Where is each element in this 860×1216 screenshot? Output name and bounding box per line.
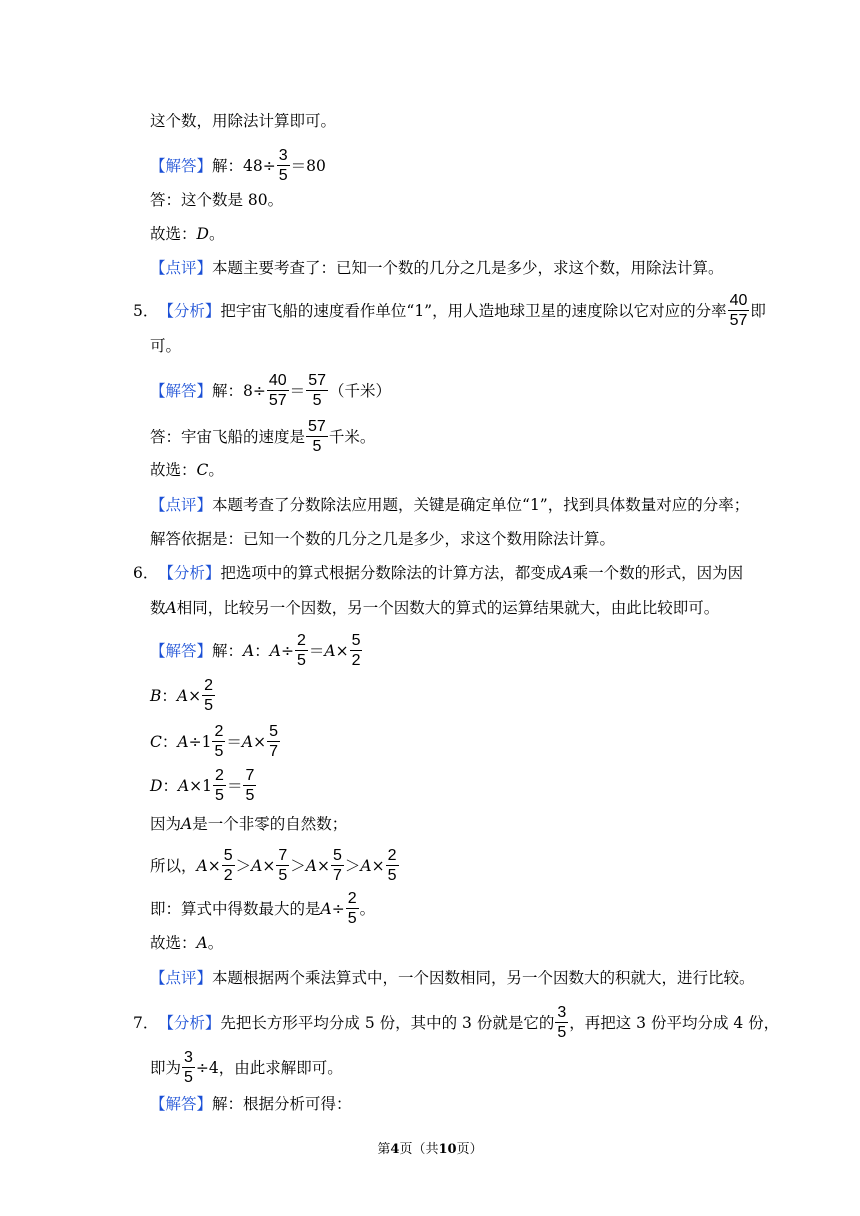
analysis-tag: 【分析】 <box>158 301 221 320</box>
q5-comment: 【点评】 本题考查了分数除法应用题，关键是确定单位“1”，找到具体数量对应的分率； <box>150 496 750 514</box>
fraction: $\frac{7}{5}$ <box>278 847 288 884</box>
q6-answer-b: B ： A × $\frac{2}{5}$ <box>150 677 214 714</box>
q4-choice: 故选： D 。 <box>150 225 225 243</box>
q4-analysis-tail: 这个数，用除法计算即可。 <box>150 112 337 130</box>
q5-choice: 故选： C 。 <box>150 461 224 479</box>
comment-tag: 【点评】 <box>150 496 213 514</box>
fraction: $\frac{2}{5}$ <box>296 632 306 669</box>
q6-comment: 【点评】 本题根据两个乘法算式中，一个因数相同，另一个因数大的积就大，进行比较。 <box>150 969 755 987</box>
answer-tag: 【解答】 <box>150 156 213 175</box>
fraction: $\frac{5}{2}$ <box>223 847 233 884</box>
fraction: $\frac{2}{5}$ <box>214 723 224 760</box>
fraction: $\frac{57}{5}$ <box>308 418 326 455</box>
q6-answer-a: 【解答】 解： A ： A ÷ $\frac{2}{5}$ ＝ A × $\frac{5}{2}$ <box>150 632 361 669</box>
fraction: $\frac{2}{5}$ <box>215 767 224 804</box>
q4-reply: 答：这个数是 80。 <box>150 191 284 209</box>
q7-analysis: 7． 【分析】 先把长方形平均分成 5 份，其中的 3 份就是它的 $\frac{3}{5}$ ，再把这 3 份平均分成 4 份， <box>133 1004 780 1041</box>
fraction: $\frac{40}{57}$ <box>268 372 287 409</box>
q6-so: 所以， A × $\frac{5}{2}$ ＞ A × $\frac{7}{5}$ ＞ A × $\frac{5}{7}$ ＞ A × $\frac{2}{5}$ <box>150 847 397 884</box>
fraction: $\frac{40}{57}$ <box>729 292 748 329</box>
fraction: $\frac{2}{5}$ <box>204 677 214 714</box>
fraction: $\frac{57}{5}$ <box>308 372 326 409</box>
fraction: $\frac{2}{5}$ <box>347 890 357 927</box>
q5-comment-2: 解答依据是：已知一个数的几分之几是多少，求这个数用除法计算。 <box>150 530 616 548</box>
question-number: 5． <box>133 301 159 320</box>
fraction: $\frac{3}{5}$ <box>278 147 288 184</box>
answer-tag: 【解答】 <box>150 381 213 400</box>
fraction: $\frac{3}{5}$ <box>557 1004 567 1041</box>
q6-since: 因为 A 是一个非零的自然数； <box>150 815 348 833</box>
comment-tag: 【点评】 <box>150 969 213 987</box>
q6-choice: 故选： A 。 <box>150 934 224 952</box>
comment-tag: 【点评】 <box>150 259 213 277</box>
page-number: 4 <box>390 1142 400 1157</box>
q6-analysis-2: 数 A 相同，比较另一个因数，另一个因数大的算式的运算结果就大，由此比较即可。 <box>150 599 720 617</box>
answer-tag: 【解答】 <box>150 641 213 660</box>
fraction: $\frac{2}{5}$ <box>387 847 397 884</box>
page-footer: 第4页（共10页） <box>377 1142 483 1157</box>
q6-analysis: 6． 【分析】 把选项中的算式根据分数除法的计算方法，都变成 A 乘一个数的形式，因为因 <box>133 564 744 582</box>
analysis-tag: 【分析】 <box>158 1013 221 1032</box>
question-number: 6． <box>133 564 159 582</box>
q4-comment: 【点评】 本题主要考查了：已知一个数的几分之几是多少，求这个数，用除法计算。 <box>150 259 724 277</box>
q5-reply: 答：宇宙飞船的速度是 $\frac{57}{5}$ 千米。 <box>150 418 376 455</box>
q6-ie: 即：算式中得数最大的是 A ÷ $\frac{2}{5}$ 。 <box>150 890 376 927</box>
fraction: $\frac{5}{7}$ <box>269 723 278 760</box>
q4-answer: 【解答】 解：48÷ $\frac{3}{5}$ ＝80 <box>150 147 326 184</box>
fraction: $\frac{5}{2}$ <box>351 632 361 669</box>
page-total: 10 <box>438 1142 457 1157</box>
q5-answer: 【解答】 解：8÷ $\frac{40}{57}$ ＝ $\frac{57}{5}$ （千米） <box>150 372 391 409</box>
question-number: 7． <box>133 1013 159 1032</box>
fraction: $\frac{3}{5}$ <box>184 1049 193 1086</box>
q7-analysis-2: 即为 $\frac{3}{5}$ ÷4，由此求解即可。 <box>150 1049 343 1086</box>
answer-tag: 【解答】 <box>150 1095 213 1113</box>
fraction: $\frac{7}{5}$ <box>245 767 255 804</box>
analysis-tag: 【分析】 <box>158 564 221 582</box>
fraction: $\frac{5}{7}$ <box>332 847 342 884</box>
q7-answer: 【解答】 解：根据分析可得： <box>150 1095 352 1113</box>
q5-analysis: 5． 【分析】 把宇宙飞船的速度看作单位“1”，用人造地球卫星的速度除以它对应的分率 $\frac{40}{57}$ 即 <box>133 292 766 329</box>
q6-answer-c: C ： A ÷ 1 $\frac{2}{5}$ ＝ A × $\frac{5}{7}$ <box>150 723 278 760</box>
q5-analysis-tail: 可。 <box>150 337 182 355</box>
q6-answer-d: D ： A × 1 $\frac{2}{5}$ ＝ $\frac{7}{5}$ <box>150 767 255 804</box>
